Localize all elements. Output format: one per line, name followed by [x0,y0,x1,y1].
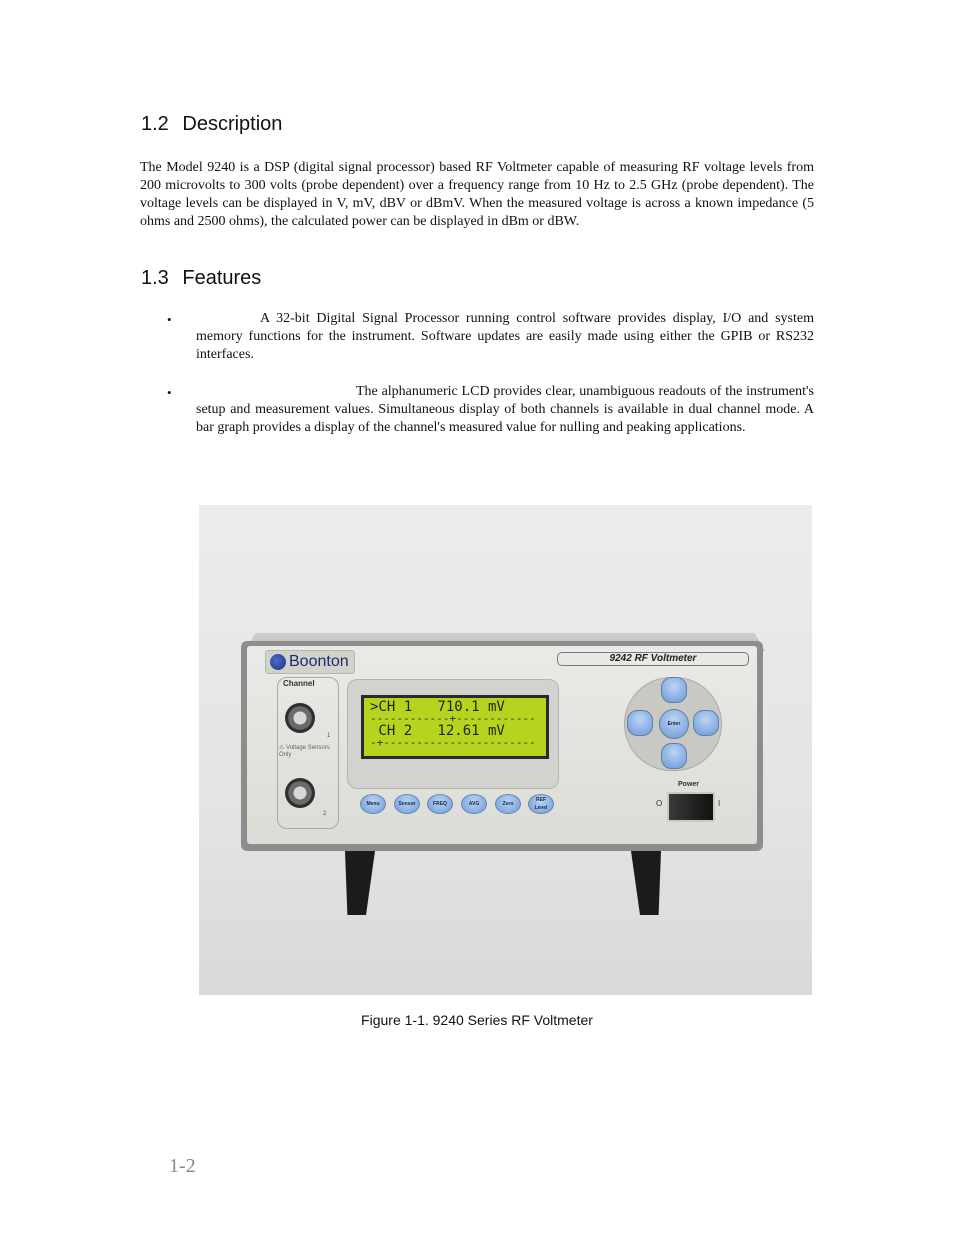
softkey-sensor: Sensor [394,794,420,814]
lcd-line-1: >CH 1 710.1 mV [370,699,505,715]
softkey-ref-level: REF Level [528,794,554,814]
brand-name: Boonton [289,653,349,670]
device-foot-left [345,851,375,915]
enter-key: Enter [659,709,689,739]
arrow-up-key-icon [661,677,687,703]
model-plate: 9242 RF Voltmeter [557,652,749,666]
feature-bullet-text: The alphanumeric LCD provides clear, unambiguous readouts of the instrument's setup and measurement values. Simultaneous display of both channels is available in dual channel mode. A bar graph provides a display of the channel's measured value for nulling and peaking applications. [196,384,814,435]
section-heading-features [141,267,261,290]
arrow-left-key-icon [627,710,653,736]
section-title: Features [182,267,262,289]
channel-1-number: 1 [327,733,331,739]
section-number: 1.3 [141,267,169,289]
lcd-bargraph-1: ------------+------------ [370,712,536,725]
lcd-display [361,695,549,759]
softkey-menu: Menu [360,794,386,814]
power-label: Power [678,781,700,788]
boonton-logo-icon [270,654,286,670]
section-number: 1.2 [141,113,169,135]
channel-label: Channel [283,679,315,688]
lcd-bargraph-2: -+----------------------- [370,736,536,749]
page-number: 1-2 [169,1155,196,1177]
figure-photo-rf-voltmeter [199,505,812,995]
power-off-symbol: O [656,799,663,808]
warning-text: Voltage Sensors Only [279,745,330,758]
section-title: Description [182,113,283,135]
arrow-down-key-icon [661,743,687,769]
section-heading-description [141,113,282,136]
boonton-logo [265,650,355,674]
channel-2-connector-icon [285,778,315,808]
arrow-right-key-icon [693,710,719,736]
bullet-icon: • [167,312,172,327]
description-paragraph: The Model 9240 is a DSP (digital signal processor) based RF Voltmeter capable of measuring RF voltage levels from 200 microvolts to 300 volts (probe dependent) over a frequency range from 10 Hz to 2.5 GHz (probe dependent). The voltage levels can be displayed in V, mV, dBV or dBmV. When the measured voltage is across a known impedance (5 ohms and 2500 ohms), the calculated power can be displayed in dBm or dBW. [140,160,814,229]
device-foot-right [631,851,661,915]
softkey-freq: FREQ [427,794,453,814]
power-switch [667,792,715,822]
channel-1-connector-icon [285,703,315,733]
power-on-symbol: I [718,799,721,808]
figure-caption: Figure 1-1. 9240 Series RF Voltmeter [361,1012,593,1028]
softkey-zero: Zero [495,794,521,814]
channel-2-number: 2 [323,811,327,817]
feature-bullet-1 [196,310,814,364]
softkey-avg: AVG [461,794,487,814]
lcd-line-2: CH 2 12.61 mV [370,723,505,739]
bullet-icon: • [167,385,172,400]
feature-bullet-text: A 32-bit Digital Signal Processor running control software provides display, I/O and system memory functions for the instrument. Software updates are easily made using either the GPIB or RS232 interfaces. [196,311,814,362]
feature-bullet-2 [196,383,814,437]
warning-note: ⚠ Voltage Sensors Only [279,745,330,758]
